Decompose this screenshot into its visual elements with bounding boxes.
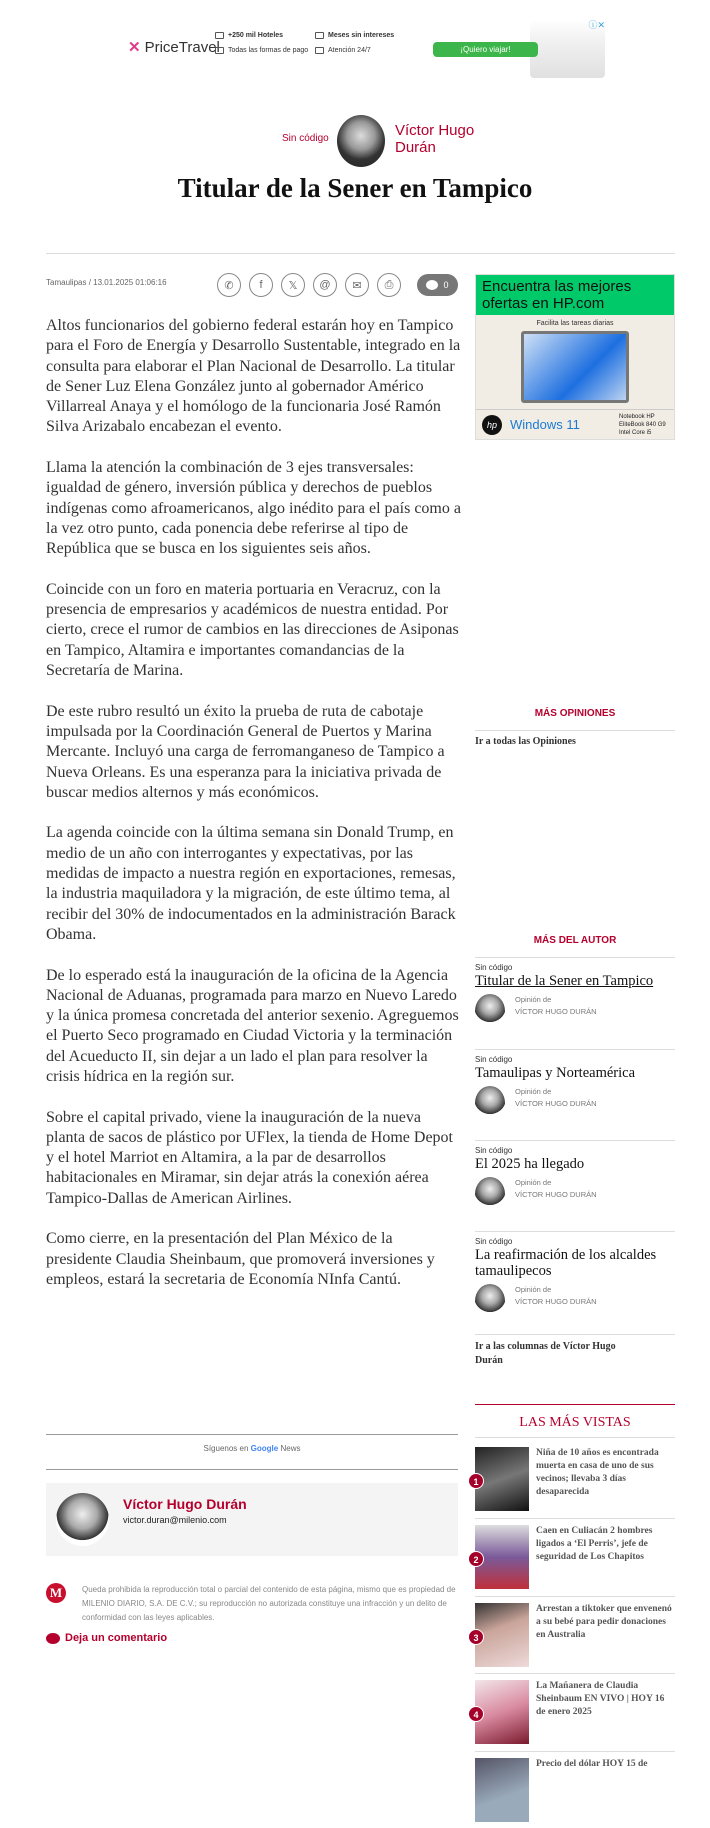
rank-badge: 2 xyxy=(468,1551,484,1567)
facebook-icon[interactable]: f xyxy=(249,273,273,297)
comment-count: 0 xyxy=(443,280,449,290)
pricetravel-ad-banner[interactable] xyxy=(120,16,605,80)
google-news-link[interactable]: Síguenos en Google News xyxy=(203,1444,301,1453)
author-columns-link[interactable]: Ir a las columnas de Víctor Hugo Durán xyxy=(475,1341,616,1366)
most-viewed-item[interactable] xyxy=(475,1603,675,1673)
item-title[interactable]: Niña de 10 años es encontrada muerta en casa de uno de sus vecinos; llevaba 3 días desaparecida xyxy=(536,1448,659,1497)
ad-feature: Atención 24/7 xyxy=(315,47,371,54)
author-article-item[interactable]: Sin código Titular de la Sener en Tampico Opinión de VÍCTOR HUGO DURÁN xyxy=(475,963,675,1028)
paragraph: Sobre el capital privado, viene la inauguración de la nueva planta de sacos de plástico por UFlex, la tienda de Home Depot y el hotel Marriot en Altamira, a la par de desarrollos habitacionales en Miramar, sin dejar atrás la conexión aérea Tampico-Dallas de American Airlines. xyxy=(46,1108,453,1207)
ad-feature: Todas las formas de pago xyxy=(215,47,308,54)
item-title[interactable]: Precio del dólar HOY 15 de xyxy=(536,1759,648,1769)
paragraph: Como cierre, en la presentación del Plan México de la presidente Claudia Sheinbaum, que promoverá inversiones y empleos, estará la secretaria de Economía NInfa Cantú. xyxy=(46,1230,435,1288)
author-name[interactable]: Víctor Hugo Durán xyxy=(395,122,475,156)
author-email[interactable]: victor.duran@milenio.com xyxy=(123,1515,227,1525)
article-body xyxy=(46,316,461,1311)
author-thumb xyxy=(475,1086,505,1120)
mas-opiniones-heading: MÁS OPINIONES xyxy=(534,708,616,719)
rank-badge: 1 xyxy=(468,1473,484,1489)
most-viewed-item[interactable] xyxy=(475,1680,675,1750)
divider xyxy=(475,1437,675,1438)
ad-cta-button[interactable]: ¡Quiero viajar! xyxy=(433,42,538,57)
author-thumb xyxy=(475,1177,505,1211)
paragraph: Llama la atención la combinación de 3 ejes transversales: igualdad de género, inversión pública y derechos de pueblos indígenas como afroamericanos, algo inédito para el país como a la vez otro punto, cada ponencia debe referirse al tipo de República que se busca en los siguientes seis años. xyxy=(46,459,461,558)
divider xyxy=(475,1673,675,1674)
divider xyxy=(475,1334,675,1335)
pricetravel-x-icon: ✕ xyxy=(128,39,141,56)
item-title[interactable]: Tamaulipas y Norteamérica xyxy=(475,1065,636,1081)
dateline: Tamaulipas / 13.01.2025 01:06:16 xyxy=(46,278,167,287)
author-photo xyxy=(56,1493,109,1546)
author-article-item[interactable]: Sin código Tamaulipas y Norteamérica Opinión de VÍCTOR HUGO DURÁN xyxy=(475,1055,675,1120)
item-title[interactable]: El 2025 ha llegado xyxy=(475,1156,585,1172)
divider xyxy=(475,957,675,958)
divider xyxy=(475,730,675,731)
item-section: Sin código xyxy=(475,1146,513,1155)
x-icon[interactable]: 𝕏 xyxy=(281,273,305,297)
comment-icon xyxy=(426,280,438,290)
divider xyxy=(46,253,675,254)
disclaimer: Queda prohibida la reproducción total o parcial del contenido de esta página, mismo que es propiedad de MILENIO DIARIO, S.A. DE C.V.; su reproducción no autorizada constituye una infracción y un delito de conformidad con las leyes aplicables. xyxy=(82,1585,456,1622)
item-section: Sin código xyxy=(475,1237,513,1246)
paragraph: La agenda coincide con la última semana sin Donald Trump, en medio de un año con interrogantes y expectativas, por las medidas de impacto a nuestra región en exportaciones, remesas, la industria maquiladora y la migración, de este último tema, al recibir del 30% de indocumentados en la administración Barack Obama. xyxy=(46,824,456,943)
comments-button[interactable] xyxy=(417,274,458,296)
most-viewed-item[interactable] xyxy=(475,1447,675,1517)
thumbnail xyxy=(475,1758,529,1822)
page-title: Titular de la Sener en Tampico xyxy=(177,173,533,203)
divider xyxy=(475,1518,675,1519)
ad-subtitle: Facilita las tareas diarias xyxy=(536,320,614,327)
paragraph: De este rubro resultó un éxito la prueba de ruta de cabotaje impulsada por la Coordinación General de Puertos y Marina Mercante. Incluyó una carga de ferromanganeso de Tampico a Nueva Orleans. Es una esperanza para la iniciativa privada de buscar medios alternos y más económicos. xyxy=(46,702,445,801)
divider xyxy=(475,1596,675,1597)
hp-ad[interactable] xyxy=(475,274,675,440)
author-article-item[interactable]: Sin código El 2025 ha llegado Opinión de VÍCTOR HUGO DURÁN xyxy=(475,1146,675,1211)
whatsapp-icon[interactable]: ✆ xyxy=(217,273,241,297)
most-viewed-item[interactable] xyxy=(475,1525,675,1595)
ad-close-icon[interactable]: ⓘ✕ xyxy=(588,20,605,30)
ad-brand: PriceTravel xyxy=(144,38,220,56)
print-icon[interactable]: ⎙ xyxy=(377,273,401,297)
paragraph: Coincide con un foro en materia portuaria en Veracruz, con la presencia de empresarios y académicos de nuestra entidad. Por cierto, crece el rumor de cambios en las direcciones de Asiponas en Tampico, Altamira e importantes comandancias de la Secretaría de Marina. xyxy=(46,580,459,680)
milenio-logo-icon: M xyxy=(46,1583,66,1603)
support-icon xyxy=(315,47,324,54)
email-icon[interactable]: ✉ xyxy=(345,273,369,297)
item-section: Sin código xyxy=(475,1055,513,1064)
ad-headline: Encuentra las mejores ofertas en HP.com xyxy=(476,275,674,315)
author-article-item[interactable]: Sin código La reafirmación de los alcaldes tamaulipecos Opinión de VÍCTOR HUGO DURÁN xyxy=(475,1237,675,1318)
most-viewed-item[interactable] xyxy=(475,1758,675,1828)
author-box xyxy=(46,1483,458,1556)
author-thumb xyxy=(475,1284,505,1318)
author-thumb xyxy=(475,994,505,1028)
windows-label: Windows 11 xyxy=(510,417,580,432)
card-icon xyxy=(315,32,324,39)
hp-logo-icon: hp xyxy=(482,415,502,435)
divider xyxy=(46,1469,458,1470)
laptop-image xyxy=(521,331,629,403)
paragraph: De lo esperado está la inauguración de la oficina de la Agencia Nacional de Aduanas, programada para marzo en Nuevo Laredo y la única promesa concretada del anterior sexenio. Agreguemos el Puerto Seco programado en Ciudad Victoria y la terminación del Acueducto II, sin dejar a un lado el plan para resolver la crisis hídrica en la región sur. xyxy=(46,966,459,1085)
item-title[interactable]: La reafirmación de los alcaldes tamaulipecos xyxy=(475,1247,657,1279)
ad-feature: Meses sin intereses xyxy=(315,32,394,39)
divider xyxy=(475,1231,675,1232)
pricetravel-logo xyxy=(128,38,220,56)
mas-del-autor-heading: MÁS DEL AUTOR xyxy=(533,935,617,946)
paragraph: Altos funcionarios del gobierno federal estarán hoy en Tampico para el Foro de Energía y Desarrollo Sustentable, integrado en la consulta para elaborar el Plan Nacional de Desarrollo. La titular de Sener Luz Elena González junto al gobernador Américo Villarreal Anaya y el homólogo de la funcionaria José Ramón Silva Arizabalo encabezan el evento. xyxy=(46,317,461,436)
item-title[interactable]: Arrestan a tiktoker que envenenó a su bebé para pedir donaciones en Australia xyxy=(536,1604,672,1640)
item-title[interactable]: Caen en Culiacán 2 hombres ligados a ‘El Perris’, jefe de seguridad de Los Chapitos xyxy=(536,1526,653,1562)
rank-badge: 4 xyxy=(468,1706,484,1722)
threads-icon[interactable]: @ xyxy=(313,273,337,297)
author-photo xyxy=(337,115,385,167)
comment-link[interactable]: Deja un comentario xyxy=(46,1632,167,1644)
ad-spec: Notebook HP EliteBook 840 G9 Intel Core i5 xyxy=(619,413,666,436)
comment-icon xyxy=(46,1633,60,1644)
all-opinions-link[interactable]: Ir a todas las Opiniones xyxy=(475,736,576,747)
item-section: Sin código xyxy=(475,963,513,972)
divider xyxy=(475,1404,675,1405)
divider xyxy=(475,1049,675,1050)
divider xyxy=(475,1751,675,1752)
section-label[interactable]: Sin código xyxy=(282,133,329,144)
item-title[interactable]: Titular de la Sener en Tampico xyxy=(475,973,654,989)
mas-vistas-heading: LAS MÁS VISTAS xyxy=(519,1415,631,1430)
item-title[interactable]: La Mañanera de Claudia Sheinbaum EN VIVO | HOY 16 de enero 2025 xyxy=(536,1681,665,1717)
bed-icon xyxy=(215,32,224,39)
rank-badge: 3 xyxy=(468,1629,484,1645)
divider xyxy=(46,1434,458,1435)
ad-feature: +250 mil Hoteles xyxy=(215,32,283,39)
bag-icon xyxy=(215,47,224,54)
author-name[interactable]: Víctor Hugo Durán xyxy=(123,1496,247,1512)
divider xyxy=(475,1140,675,1141)
